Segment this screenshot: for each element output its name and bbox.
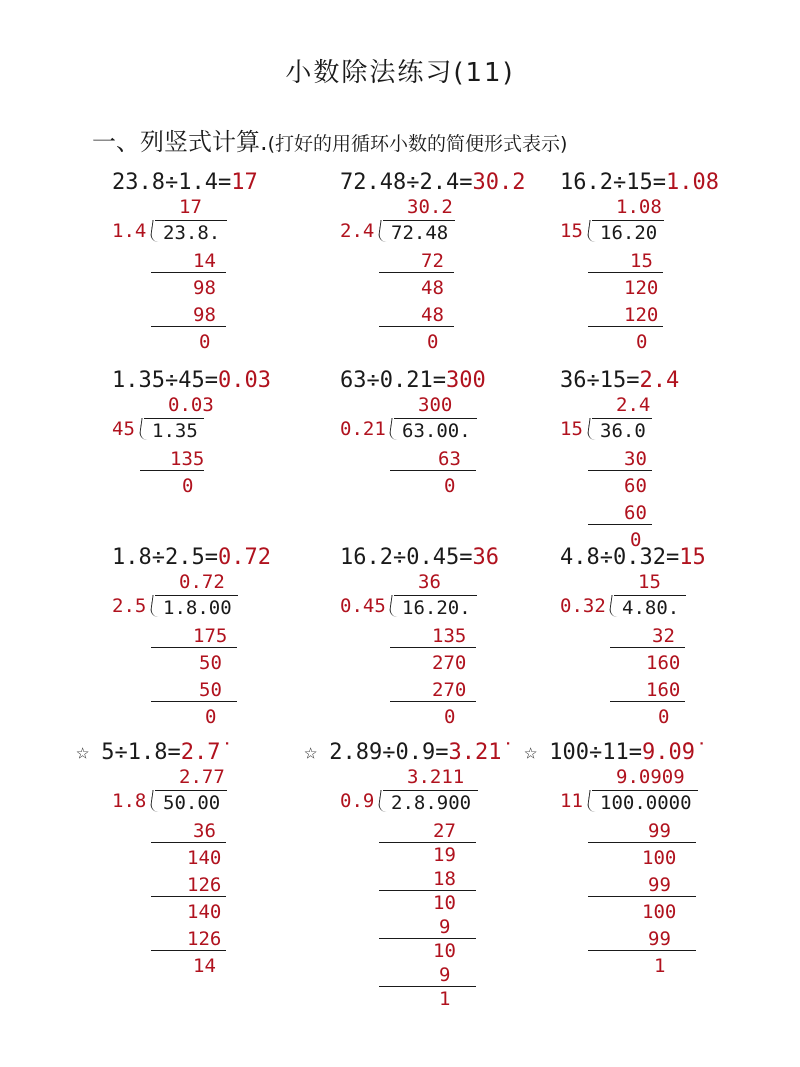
divisor: 15: [560, 418, 583, 440]
step-value: 135: [432, 625, 467, 647]
step-value: 98: [193, 304, 216, 326]
dividend: 4.80.: [622, 597, 680, 619]
step-value: 270: [432, 679, 467, 701]
step-value: 30: [624, 448, 647, 470]
page-title: 小数除法练习(11): [285, 58, 515, 88]
problem-equation: [560, 545, 706, 570]
dividend: 16.20.: [402, 597, 471, 619]
problem-answer: 300: [445, 368, 486, 393]
problem-equation: [560, 368, 679, 393]
quotient: 0.03: [168, 394, 214, 416]
subtraction-line: [588, 272, 663, 273]
dividend: 36.0: [600, 420, 646, 442]
step-value: 0: [199, 331, 211, 353]
step-value: 100: [642, 847, 677, 869]
subtraction-line: [588, 842, 696, 843]
step-value: 27: [433, 820, 456, 842]
problem-3: [560, 170, 800, 400]
division-bracket: [394, 595, 477, 596]
problem-expression: 23.8÷1.4=: [112, 170, 232, 195]
problem-answer: 0.03: [217, 368, 271, 393]
quotient: 36: [418, 571, 441, 593]
dividend: 72.48: [391, 222, 449, 244]
subtraction-line: [390, 647, 476, 648]
dividend: 16.20: [600, 222, 658, 244]
step-value: 48: [421, 277, 444, 299]
step-value: 15: [630, 250, 653, 272]
division-bracket: [155, 595, 238, 596]
division-bracket: [592, 790, 698, 791]
problem-answer: 9.0̇9̇: [641, 740, 695, 765]
subtraction-line: [151, 896, 226, 897]
dividend: 1.8.00: [163, 597, 232, 619]
problem-answer: 30.2: [472, 170, 526, 195]
step-value: 0: [182, 475, 194, 497]
step-value: 140: [187, 901, 222, 923]
subtraction-line: [151, 842, 226, 843]
subtraction-line: [379, 986, 476, 987]
quotient: 3.211: [407, 766, 465, 788]
problem-2: [340, 170, 580, 400]
step-value: 175: [193, 625, 228, 647]
problem-answer: 0.72: [217, 545, 271, 570]
problem-equation: [560, 170, 719, 195]
step-value: 63: [438, 448, 461, 470]
problem-expression: 5÷1.8=: [101, 740, 181, 765]
subtraction-line: [379, 938, 476, 939]
subtraction-line: [390, 701, 476, 702]
divisor: 2.5: [112, 595, 147, 617]
divisor: 15: [560, 220, 583, 242]
quotient: 0.72: [179, 571, 225, 593]
step-value: 9: [439, 964, 451, 986]
problem-expression: 4.8÷0.32=: [560, 545, 680, 570]
step-value: 18: [433, 868, 456, 890]
step-value: 160: [646, 679, 681, 701]
division-bracket: [144, 418, 204, 419]
problem-1: [112, 170, 352, 400]
step-value: 19: [433, 844, 456, 866]
step-value: 0: [630, 529, 642, 551]
quotient: 17: [179, 196, 202, 218]
problem-equation: [340, 545, 499, 570]
step-value: 120: [624, 304, 659, 326]
problem-expression: 36÷15=: [560, 368, 640, 393]
divisor: 1.8: [112, 790, 147, 812]
step-value: 60: [624, 475, 647, 497]
dividend: 63.00.: [402, 420, 471, 442]
problem-expression: 1.35÷45=: [112, 368, 218, 393]
step-value: 50: [199, 652, 222, 674]
subtraction-line: [151, 647, 237, 648]
subtraction-line: [151, 950, 226, 951]
problem-equation: [304, 740, 501, 765]
quotient: 15: [638, 571, 661, 593]
step-value: 48: [421, 304, 444, 326]
problem-answer: 36: [472, 545, 499, 570]
step-value: 14: [193, 250, 216, 272]
step-value: 270: [432, 652, 467, 674]
problem-equation: [340, 368, 486, 393]
step-value: 36: [193, 820, 216, 842]
star-icon: ☆: [76, 740, 90, 765]
step-value: 1: [439, 988, 451, 1010]
step-value: 0: [444, 706, 456, 728]
dividend: 23.8.: [163, 222, 221, 244]
problem-10: [76, 740, 316, 977]
divisor: 0.32: [560, 595, 606, 617]
problem-12: [524, 740, 764, 977]
divisor: 1.4: [112, 220, 147, 242]
divisor: 11: [560, 790, 583, 812]
step-value: 126: [187, 928, 222, 950]
division-bracket: [592, 220, 664, 221]
divisor: 0.21: [340, 418, 386, 440]
star-icon: ☆: [304, 740, 318, 765]
divisor: 0.9: [340, 790, 375, 812]
quotient: 9.0909: [616, 766, 685, 788]
problem-equation: [340, 170, 525, 195]
division-bracket: [155, 790, 227, 791]
problem-expression: 100÷11=: [549, 740, 642, 765]
subtraction-line: [610, 647, 685, 648]
dividend: 2.8.900: [391, 792, 472, 814]
step-value: 32: [652, 625, 675, 647]
step-value: 10: [433, 892, 456, 914]
divisor: 2.4: [340, 220, 375, 242]
subtraction-line: [379, 272, 454, 273]
star-icon: ☆: [524, 740, 538, 765]
step-value: 0: [205, 706, 217, 728]
problem-11: [304, 740, 544, 1010]
step-value: 0: [427, 331, 439, 353]
quotient: 2.77: [179, 766, 225, 788]
step-value: 0: [658, 706, 670, 728]
step-value: 0: [636, 331, 648, 353]
problem-expression: 16.2÷0.45=: [340, 545, 473, 570]
problem-answer: 2.7̇: [180, 740, 221, 765]
problem-answer: 3.21̇: [448, 740, 502, 765]
problem-equation: [524, 740, 695, 765]
subtraction-line: [588, 524, 652, 525]
section-note: (打好的用循环小数的简便形式表示): [267, 133, 568, 155]
problem-equation: [112, 170, 258, 195]
problem-equation: [112, 368, 271, 393]
division-bracket: [155, 220, 227, 221]
division-bracket: [383, 220, 455, 221]
step-value: 99: [648, 820, 671, 842]
division-bracket: [614, 595, 686, 596]
step-value: 14: [193, 955, 216, 977]
step-value: 50: [199, 679, 222, 701]
subtraction-line: [379, 326, 454, 327]
step-value: 126: [187, 874, 222, 896]
subtraction-line: [151, 701, 237, 702]
problem-equation: [76, 740, 220, 765]
subtraction-line: [151, 272, 226, 273]
problem-expression: 63÷0.21=: [340, 368, 446, 393]
problem-equation: [112, 545, 271, 570]
dividend: 50.00: [163, 792, 221, 814]
subtraction-line: [140, 470, 204, 471]
step-value: 60: [624, 502, 647, 524]
subtraction-line: [379, 842, 476, 843]
problem-expression: 2.89÷0.9=: [329, 740, 449, 765]
problem-answer: 17: [231, 170, 258, 195]
subtraction-line: [588, 896, 696, 897]
dividend: 100.0000: [600, 792, 692, 814]
problem-expression: 1.8÷2.5=: [112, 545, 218, 570]
quotient: 2.4: [616, 394, 651, 416]
subtraction-line: [390, 470, 476, 471]
subtraction-line: [588, 950, 696, 951]
subtraction-line: [379, 890, 476, 891]
division-bracket: [394, 418, 477, 419]
step-value: 10: [433, 940, 456, 962]
quotient: 30.2: [407, 196, 453, 218]
subtraction-line: [151, 326, 226, 327]
step-value: 1: [654, 955, 666, 977]
step-value: 98: [193, 277, 216, 299]
step-value: 135: [170, 448, 205, 470]
problem-answer: 15: [679, 545, 706, 570]
problem-expression: 16.2÷15=: [560, 170, 666, 195]
subtraction-line: [610, 701, 685, 702]
quotient: 1.08: [616, 196, 662, 218]
step-value: 9: [439, 916, 451, 938]
problem-answer: 1.08: [665, 170, 719, 195]
step-value: 0: [444, 475, 456, 497]
subtraction-line: [588, 326, 663, 327]
divisor: 0.45: [340, 595, 386, 617]
step-value: 140: [187, 847, 222, 869]
subtraction-line: [588, 470, 652, 471]
problem-expression: 72.48÷2.4=: [340, 170, 473, 195]
step-value: 99: [648, 874, 671, 896]
step-value: 160: [646, 652, 681, 674]
dividend: 1.35: [152, 420, 198, 442]
problem-answer: 2.4: [639, 368, 680, 393]
step-value: 72: [421, 250, 444, 272]
section-heading: [92, 122, 567, 157]
division-bracket: [383, 790, 478, 791]
step-value: 100: [642, 901, 677, 923]
division-bracket: [592, 418, 652, 419]
step-value: 120: [624, 277, 659, 299]
divisor: 45: [112, 418, 135, 440]
step-value: 99: [648, 928, 671, 950]
quotient: 300: [418, 394, 453, 416]
section-heading-text: 一、列竖式计算.: [92, 128, 268, 156]
